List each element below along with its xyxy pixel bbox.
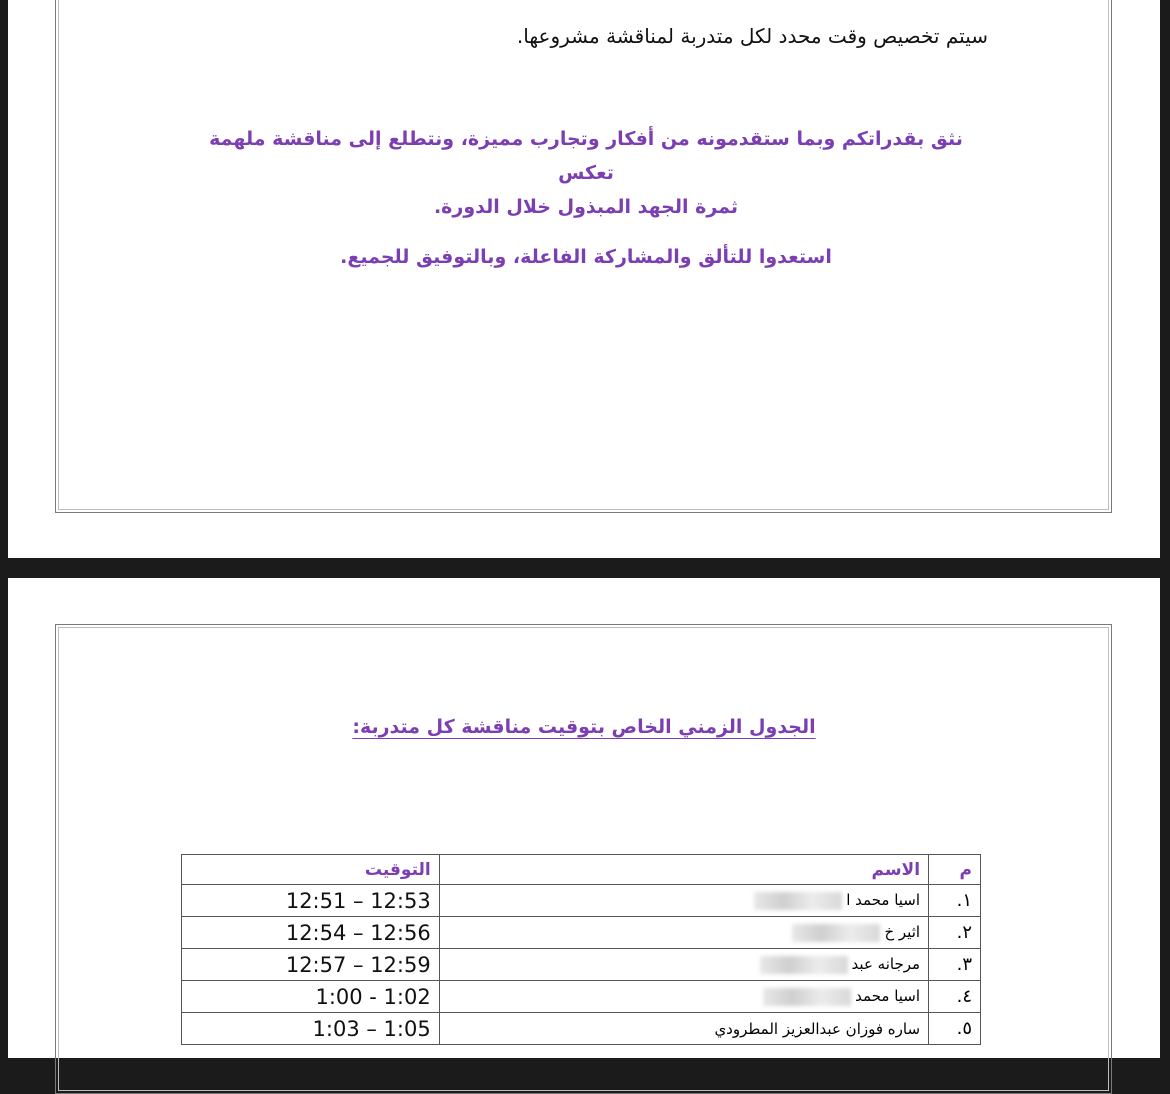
table-row: [182, 885, 981, 917]
row-num: ١.: [929, 885, 981, 917]
closing-line-3: استعدوا للتألق والمشاركة الفاعلة، وبالتوفيق للجميع.: [340, 246, 832, 268]
document-page-2: [8, 578, 1160, 1058]
row-name: [439, 949, 928, 981]
row-name: [439, 981, 928, 1013]
schedule-table: [181, 854, 981, 1045]
name-text: مرجانه عبد: [851, 955, 921, 974]
row-name: [439, 885, 928, 917]
redaction-blur: [754, 892, 842, 910]
row-time: 12:54 – 12:56: [182, 917, 440, 949]
row-num: ٢.: [929, 917, 981, 949]
row-num: ٤.: [929, 981, 981, 1013]
redaction-blur: [763, 988, 851, 1006]
row-time: 12:57 – 12:59: [182, 949, 440, 981]
intro-text: سيتم تخصيص وقت محدد لكل متدربة لمناقشة مشروعها.: [516, 24, 988, 48]
row-time: 1:00 - 1:02: [182, 981, 440, 1013]
name-text: اسيا محمد ا: [846, 891, 921, 910]
name-text: اثير خ: [884, 923, 921, 942]
header-num: م: [929, 855, 981, 885]
table-row: [182, 1013, 981, 1045]
row-num: ٥.: [929, 1013, 981, 1045]
row-time: 12:51 – 12:53: [182, 885, 440, 917]
table-header-row: [182, 855, 981, 885]
redaction-blur: [792, 924, 880, 942]
header-name: الاسم: [439, 855, 928, 885]
redaction-blur: [760, 956, 848, 974]
name-text: اسيا محمد: [855, 987, 921, 1006]
row-name: ساره فوزان عبدالعزيز المطرودي: [439, 1013, 928, 1045]
row-time: 1:03 – 1:05: [182, 1013, 440, 1045]
row-name: [439, 917, 928, 949]
row-num: ٣.: [929, 949, 981, 981]
table-row: [182, 917, 981, 949]
table-row: [182, 981, 981, 1013]
closing-line-1: نثق بقدراتكم وبما ستقدمونه من أفكار وتجارب مميزة، ونتطلع إلى مناقشة ملهمة تعكس: [209, 128, 963, 184]
table-row: [182, 949, 981, 981]
document-page-1: [8, 0, 1160, 558]
header-time: التوقيت: [182, 855, 440, 885]
schedule-title: الجدول الزمني الخاص بتوقيت مناقشة كل متدربة:: [352, 716, 816, 738]
closing-line-2: ثمرة الجهد المبذول خلال الدورة.: [433, 196, 739, 218]
closing-message: [196, 122, 976, 274]
